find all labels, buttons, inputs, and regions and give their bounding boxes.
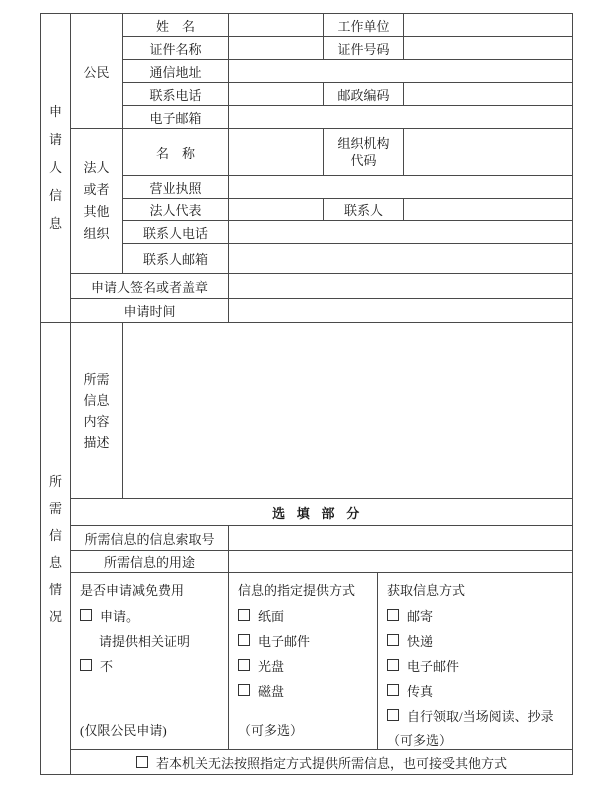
bottom-note-text: 若本机关无法按照指定方式提供所需信息，也可接受其他方式 (156, 755, 508, 771)
field-label-email: 电子邮箱 (123, 106, 229, 129)
value-cell-contact-person[interactable] (404, 199, 573, 221)
provide-method-footnote: （可多选） (238, 723, 304, 738)
value-cell-legal-rep[interactable] (229, 199, 324, 221)
value-cell-cert-number[interactable] (404, 37, 573, 60)
value-cell-apply-time[interactable] (229, 299, 573, 323)
fee-waiver-footnote: (仅限公民申请) (80, 723, 167, 738)
obtain-email-checkbox-icon[interactable] (387, 659, 399, 671)
obtain-method-footnote: （可多选） (387, 733, 453, 748)
obtain-option-self-pickup: 自行领取/当场阅读、抄录 (387, 704, 568, 729)
fee-waiver-title: 是否申请减免费用 (80, 583, 185, 598)
value-cell-cert-name[interactable] (229, 37, 324, 60)
provide-method-cell (229, 573, 378, 750)
group-label-organization (71, 129, 123, 274)
section-label-needed-info (41, 323, 71, 775)
provide-method-title: 信息的指定提供方式 (238, 583, 356, 598)
cd-checkbox-icon[interactable] (238, 659, 250, 671)
fee-waiver-apply-note: 请提供相关证明 (99, 634, 191, 649)
value-cell-purpose[interactable] (229, 551, 573, 573)
field-label-org-code: 组织机构 代码 (324, 129, 404, 176)
value-cell-index-number[interactable] (229, 526, 573, 551)
fee-waiver-option-no: 不 (80, 654, 224, 679)
field-label-signature: 申请人签名或者盖章 (71, 274, 229, 299)
applicant-section-title: 申请人信息 (48, 104, 62, 231)
value-cell-email[interactable] (229, 106, 573, 129)
field-label-address: 通信地址 (123, 60, 229, 83)
provide-option-paper: 纸面 (238, 604, 373, 629)
obtain-option-express: 快递 (387, 629, 568, 654)
field-label-index-number: 所需信息的信息索取号 (71, 526, 229, 551)
mail-checkbox-icon[interactable] (387, 609, 399, 621)
field-label-contact-email: 联系人邮箱 (123, 244, 229, 274)
field-label-content-desc (71, 323, 123, 499)
value-cell-address[interactable] (229, 60, 573, 83)
field-label-apply-time: 申请时间 (71, 299, 229, 323)
value-cell-name[interactable] (229, 14, 324, 37)
value-cell-phone[interactable] (229, 83, 324, 106)
obtain-option-email: 电子邮件 (387, 654, 568, 679)
provide-option-email: 电子邮件 (238, 629, 373, 654)
disk-checkbox-icon[interactable] (238, 684, 250, 696)
obtain-option-mail: 邮寄 (387, 604, 568, 629)
field-label-contact-phone: 联系人电话 (123, 221, 229, 244)
obtain-option-fax: 传真 (387, 679, 568, 704)
value-cell-signature[interactable] (229, 274, 573, 299)
other-method-checkbox-icon[interactable] (136, 756, 148, 768)
field-label-purpose: 所需信息的用途 (71, 551, 229, 573)
field-label-phone: 联系电话 (123, 83, 229, 106)
no-checkbox-icon[interactable] (80, 659, 92, 671)
value-cell-contact-email[interactable] (229, 244, 573, 274)
optional-part-header: 选填部分 (71, 499, 573, 526)
fee-waiver-cell (71, 573, 229, 750)
field-label-contact-person: 联系人 (324, 199, 404, 221)
application-form-table (40, 13, 573, 775)
bottom-note-cell (71, 750, 573, 775)
field-label-org-name: 名 称 (123, 129, 229, 176)
obtain-method-cell (378, 573, 573, 750)
provide-option-cd: 光盘 (238, 654, 373, 679)
fax-checkbox-icon[interactable] (387, 684, 399, 696)
field-label-work-unit: 工作单位 (324, 14, 404, 37)
field-label-cert-name: 证件名称 (123, 37, 229, 60)
field-label-legal-rep: 法人代表 (123, 199, 229, 221)
self-pickup-checkbox-icon[interactable] (387, 709, 399, 721)
field-label-name: 姓 名 (123, 14, 229, 37)
obtain-method-title: 获取信息方式 (387, 583, 466, 598)
value-cell-org-code[interactable] (404, 129, 573, 176)
field-label-cert-number: 证件号码 (324, 37, 404, 60)
value-cell-work-unit[interactable] (404, 14, 573, 37)
provide-option-disk: 磁盘 (238, 679, 373, 704)
value-cell-content-desc[interactable] (123, 323, 573, 499)
field-label-business-license: 营业执照 (123, 176, 229, 199)
content-desc-label: 所需信息内容描述 (83, 371, 110, 450)
organization-group-label: 法人或者其他组织 (83, 160, 110, 241)
group-label-citizen: 公民 (71, 14, 123, 129)
fee-waiver-option-apply: 申请。 (80, 604, 224, 629)
paper-checkbox-icon[interactable] (238, 609, 250, 621)
apply-checkbox-icon[interactable] (80, 609, 92, 621)
value-cell-contact-phone[interactable] (229, 221, 573, 244)
value-cell-postal-code[interactable] (404, 83, 573, 106)
needed-info-section-title: 所需信息情况 (48, 473, 62, 624)
value-cell-business-license[interactable] (229, 176, 573, 199)
email-checkbox-icon[interactable] (238, 634, 250, 646)
value-cell-org-name[interactable] (229, 129, 324, 176)
section-label-applicant-info (41, 14, 71, 323)
express-checkbox-icon[interactable] (387, 634, 399, 646)
field-label-postal-code: 邮政编码 (324, 83, 404, 106)
